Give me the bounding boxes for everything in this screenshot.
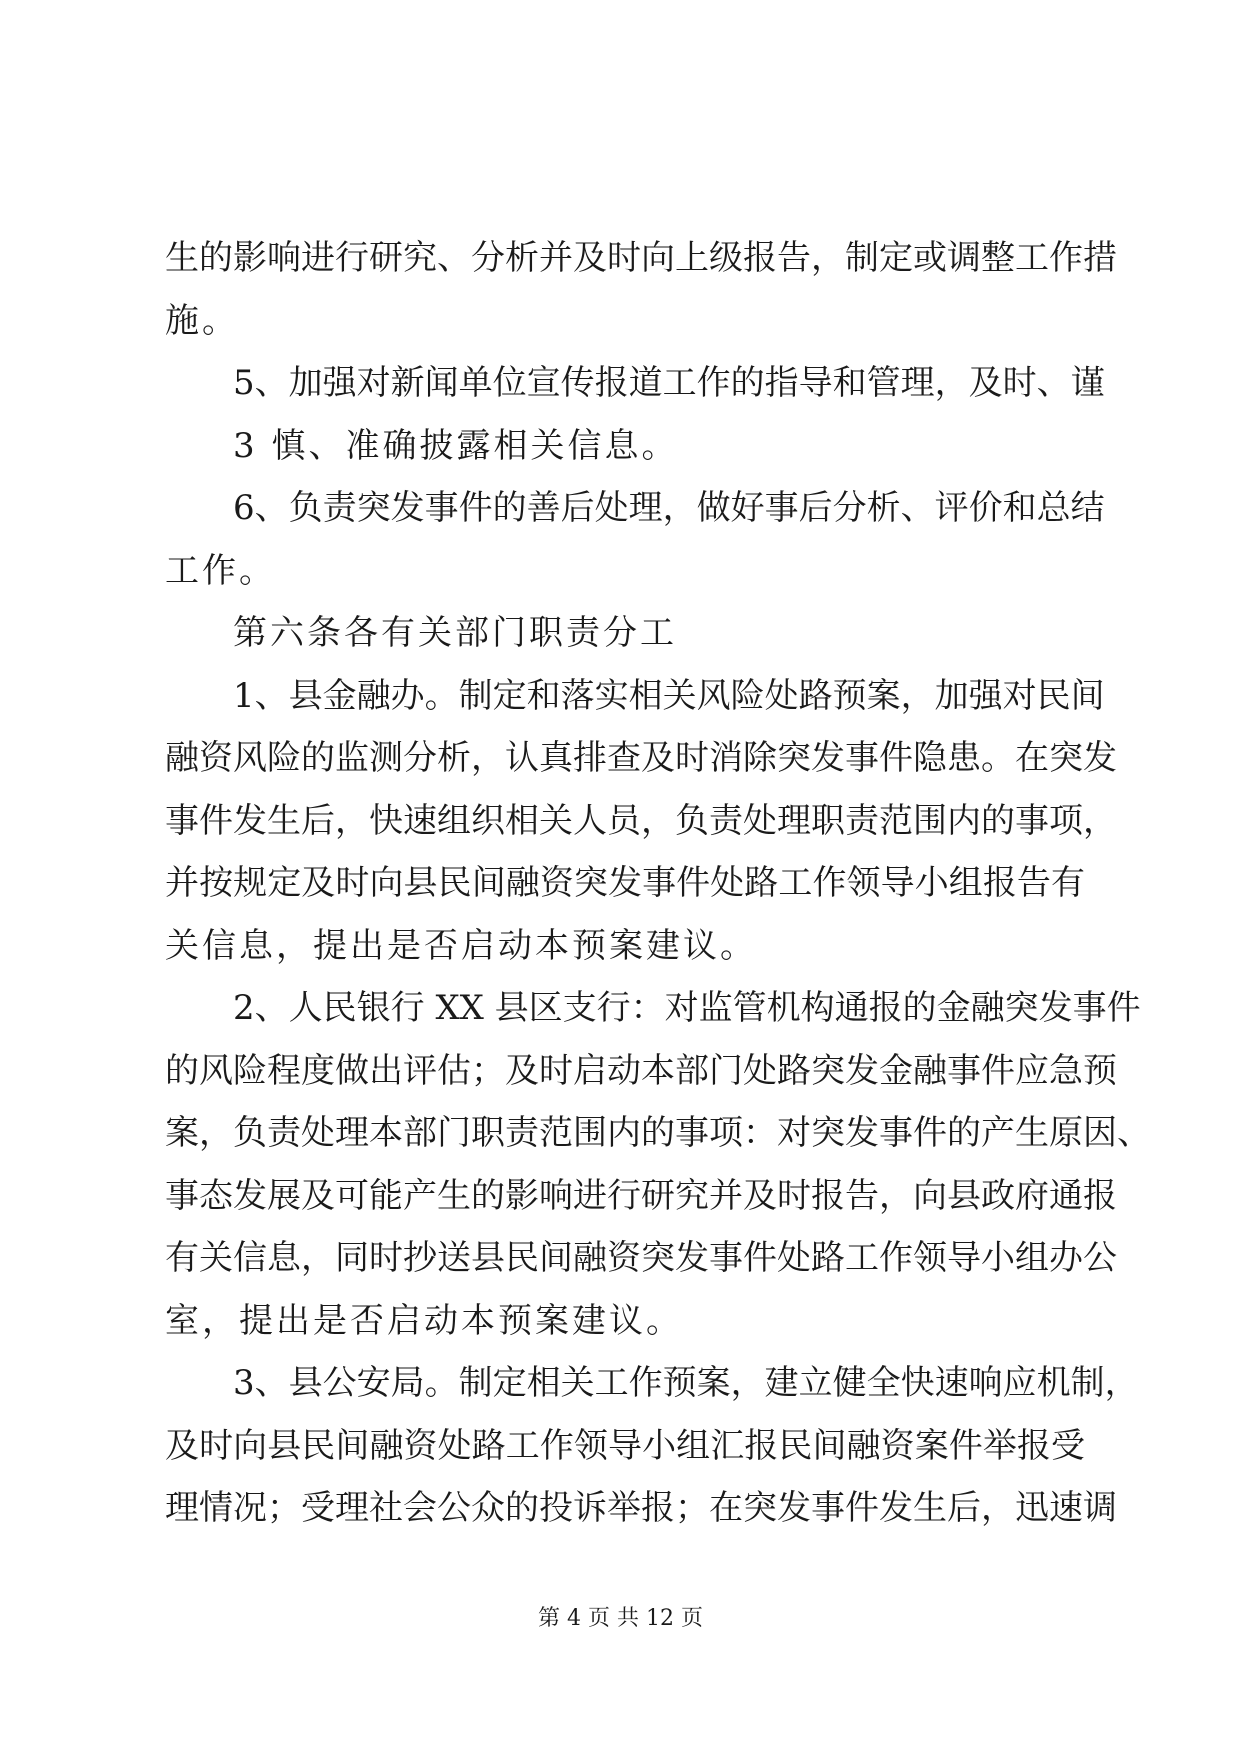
text-line: 2、人民银行 XX 县区支行：对监管机构通报的金融突发事件 (233, 988, 1141, 1028)
text-line: 1、县金融办。制定和落实相关风险处路预案，加强对民间 (233, 675, 1105, 716)
text-line: 施。 (165, 300, 239, 341)
text-line: 理情况；受理社会公众的投诉举报；在突发事件发生后，迅速调 (165, 1488, 1117, 1528)
text-line: 关信息，提出是否启动本预案建议。 (165, 925, 757, 966)
text-line: 及时向县民间融资处路工作领导小组汇报民间融资案件举报受 (165, 1425, 1085, 1466)
text-line: 的风险程度做出评估；及时启动本部门处路突发金融事件应急预 (165, 1050, 1117, 1091)
text-line: 事件发生后，快速组织相关人员，负责处理职责范围内的事项， (165, 800, 1117, 841)
text-line: 3、县公安局。制定相关工作预案，建立健全快速响应机制， (233, 1363, 1139, 1403)
text-line: 事态发展及可能产生的影响进行研究并及时报告，向县政府通报 (165, 1175, 1117, 1216)
text-line: 工作。 (165, 550, 276, 591)
text-line: 6、负责突发事件的善后处理，做好事后分析、评价和总结 (233, 488, 1105, 528)
text-line: 融资风险的监测分析，认真排查及时消除突发事件隐患。在突发 (165, 738, 1117, 778)
text-line: 案，负责处理本部门职责范围内的事项：对突发事件的产生原因、 (165, 1113, 1151, 1153)
text-line: 5、加强对新闻单位宣传报道工作的指导和管理，及时、谨 (233, 363, 1105, 403)
text-line: 并按规定及时向县民间融资突发事件处路工作领导小组报告有 (165, 863, 1085, 903)
text-line: 有关信息，同时抄送县民间融资突发事件处路工作领导小组办公 (165, 1238, 1117, 1278)
text-line: 第六条各有关部门职责分工 (233, 613, 677, 653)
text-line: 室，提出是否启动本预案建议。 (165, 1300, 683, 1341)
text-line: 生的影响进行研究、分析并及时向上级报告，制定或调整工作措 (165, 238, 1117, 278)
page-footer: 第 4 页 共 12 页 (538, 1606, 703, 1631)
text-line: 3 慎、准确披露相关信息。 (233, 425, 679, 466)
